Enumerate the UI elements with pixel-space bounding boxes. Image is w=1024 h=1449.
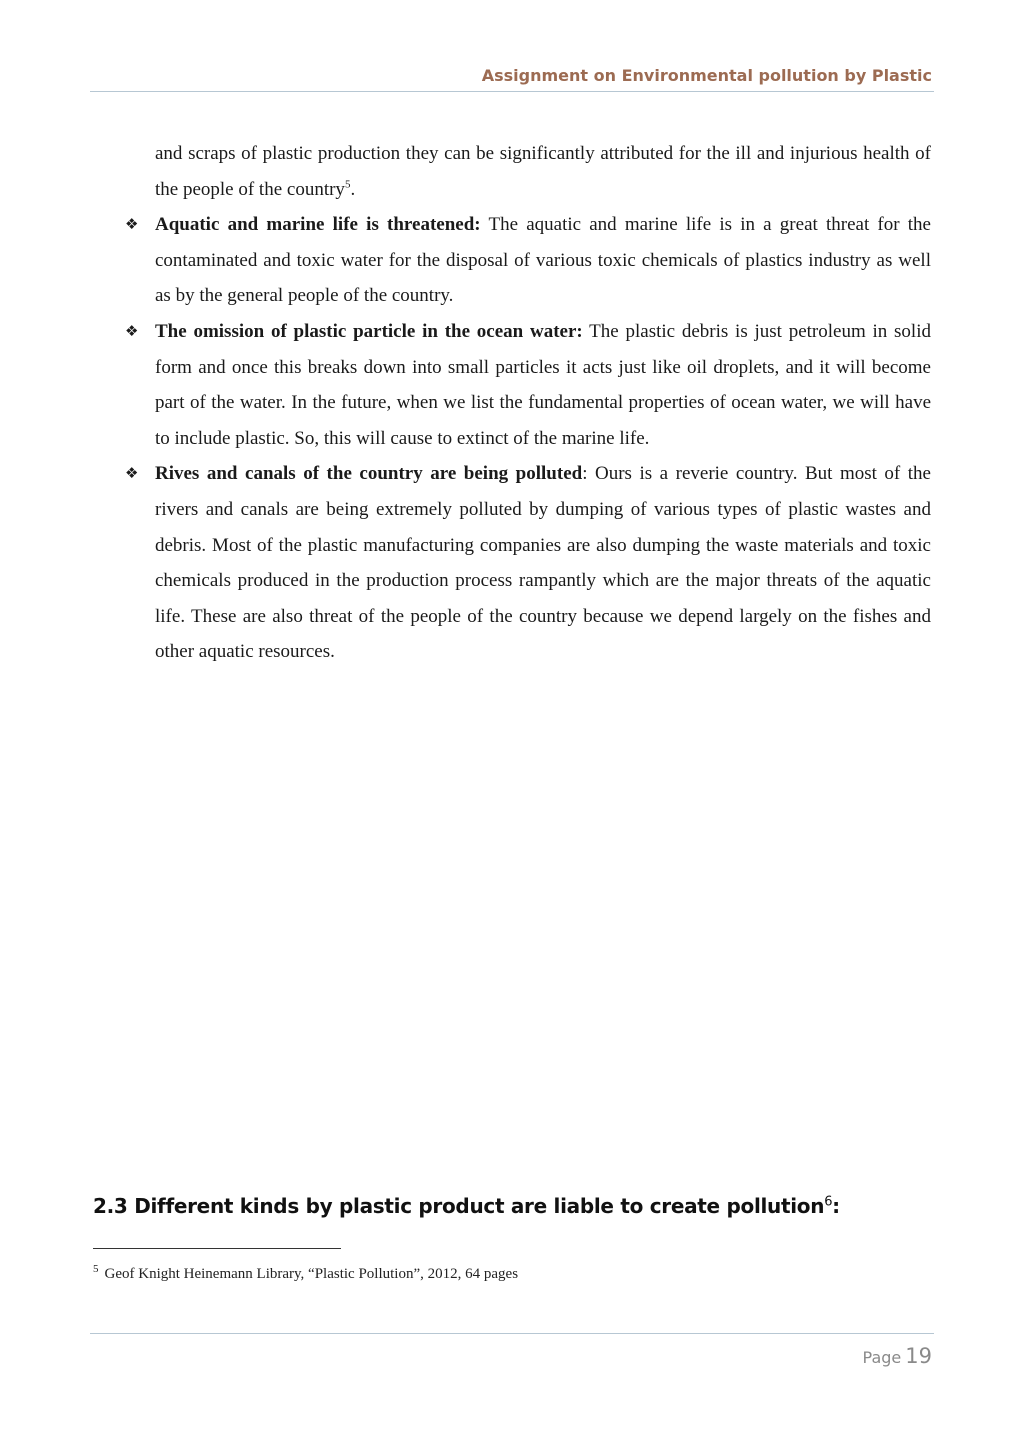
footer-divider bbox=[90, 1333, 934, 1334]
footnote-divider bbox=[93, 1248, 341, 1249]
diamond-bullet-icon: ❖ bbox=[125, 464, 139, 483]
body-text bbox=[95, 136, 931, 670]
section-heading-end: : bbox=[832, 1194, 840, 1218]
bullet-item-rivers-canals bbox=[95, 456, 931, 670]
bullet-title: Rives and canals of the country are being polluted bbox=[155, 463, 583, 485]
section-heading-text: 2.3 Different kinds by plastic product are liable to create pollution bbox=[93, 1194, 825, 1218]
section-heading bbox=[93, 1194, 840, 1218]
running-header-title: Assignment on Environmental pollution by Plastic bbox=[481, 66, 932, 85]
page-number: 19 bbox=[905, 1344, 932, 1368]
diamond-bullet-icon: ❖ bbox=[125, 215, 139, 234]
bullet-text: : Ours is a reverie country. But most of the rivers and canals are being extremely polluted by dumping of various types of plastic wastes and debris. Most of the plastic manufacturing companies are also dumping the waste materials and toxic chemicals produced in the production process rampantly which are the major threats of the aquatic life. These are also threat of the people of the country because we depend largely on the fishes and other aquatic resources. bbox=[155, 463, 931, 663]
bullet-title: Aquatic and marine life is threatened: bbox=[155, 214, 481, 236]
header-divider bbox=[90, 91, 934, 92]
continuation-text: and scraps of plastic production they can be significantly attributed for the ill and injurious health of the people of the country bbox=[155, 143, 931, 200]
footnote-reference-5[interactable]: 5 bbox=[344, 178, 351, 191]
bullet-item-ocean-particles bbox=[95, 314, 931, 456]
bullet-text: The plastic debris is just petroleum in solid form and once this breaks down into small particles it acts just like oil droplets, and it will become part of the water. In the future, when we list the fundamental properties of ocean water, we will have to include plastic. So, this will cause to extinct of the marine life. bbox=[155, 320, 931, 449]
page-label: Page bbox=[862, 1348, 902, 1367]
continuation-paragraph bbox=[155, 136, 931, 207]
page-footer bbox=[863, 1344, 932, 1368]
continuation-end: . bbox=[350, 178, 356, 200]
footnote-text: Geof Knight Heinemann Library, “Plastic Pollution”, 2012, 64 pages bbox=[104, 1266, 519, 1282]
footnote bbox=[93, 1263, 519, 1283]
bullet-text: The aquatic and marine life is in a great threat for the contaminated and toxic water for the disposal of various toxic chemicals of plastics industry as well as by the general people of the country. bbox=[155, 214, 931, 307]
bullet-item-aquatic-life bbox=[95, 207, 931, 314]
bullet-title: The omission of plastic particle in the ocean water: bbox=[155, 320, 583, 342]
footnote-marker: 5 bbox=[93, 1263, 99, 1275]
diamond-bullet-icon: ❖ bbox=[125, 321, 139, 340]
footnote-reference-6[interactable]: 6 bbox=[824, 1194, 833, 1210]
